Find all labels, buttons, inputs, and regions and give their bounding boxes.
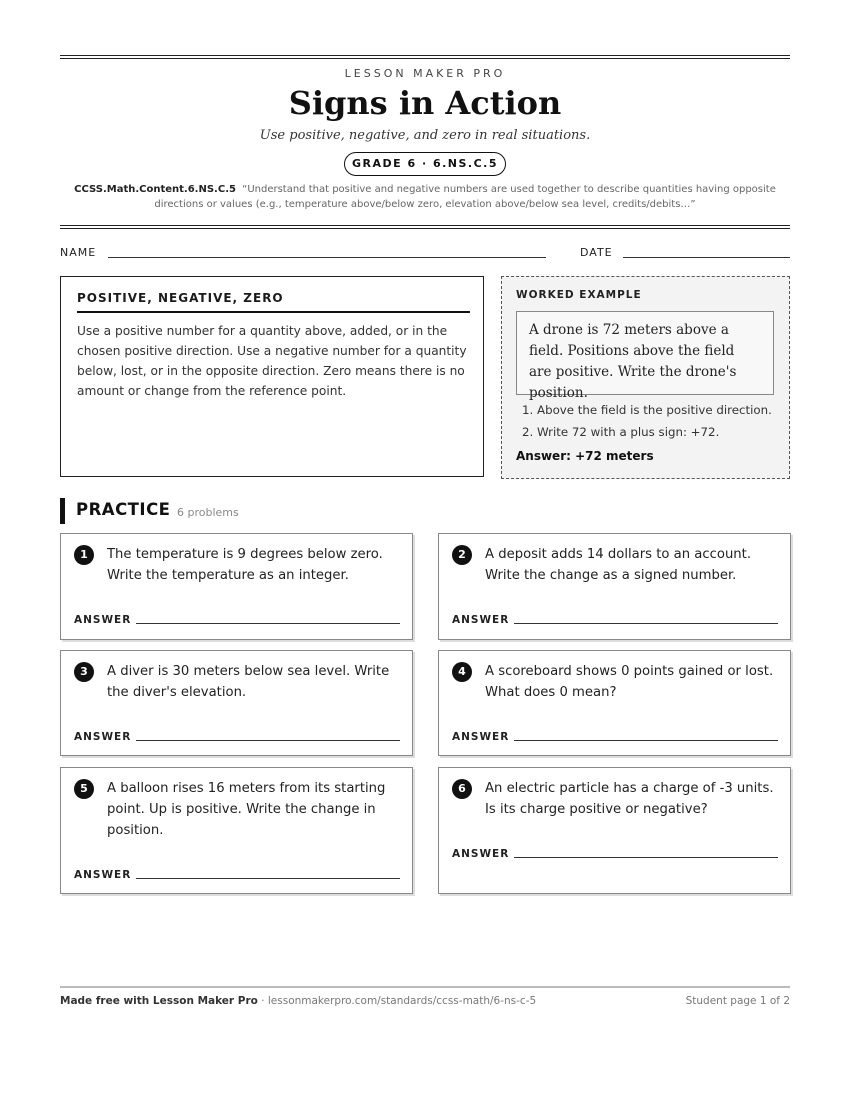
standard-description (70, 182, 780, 212)
problem-number: 3 (74, 662, 94, 682)
footer-credit (60, 995, 536, 1007)
problem-text: A deposit adds 14 dollars to an account. Write the change as a signed number. (485, 547, 752, 583)
answer-field[interactable] (136, 878, 400, 879)
answer-field[interactable] (136, 740, 400, 741)
date-label: DATE (580, 246, 613, 259)
problem-text: A diver is 30 meters below sea level. Write the diver's elevation. (107, 664, 390, 700)
answer-field[interactable] (136, 623, 400, 624)
footer-made-with: Made free with Lesson Maker Pro (60, 995, 258, 1007)
practice-count: 6 problems (177, 506, 239, 519)
standard-code: CCSS.Math.Content.6.NS.C.5 (74, 184, 236, 195)
practice-title: PRACTICE (76, 500, 171, 519)
problem-text: A balloon rises 16 meters from its starting point. Up is positive. Write the change in position. (107, 781, 386, 838)
page-title: Signs in Action (288, 84, 562, 122)
problem-card-6 (438, 767, 791, 894)
header-rule-top (60, 55, 790, 56)
worked-example-step: 1. Above the field is the positive direction. (522, 403, 772, 417)
problem-card-4 (438, 650, 791, 756)
header-rule-top-inner (60, 58, 790, 59)
problem-text: An electric particle has a charge of -3 units. Is its charge positive or negative? (485, 781, 774, 817)
standard-text: “Understand that positive and negative numbers are used together to describe quantities having opposite directions or values (e.g., temperature above/below zero, elevation above/below sea level, credits/debits…” (154, 184, 776, 210)
problem-card-2 (438, 533, 791, 640)
problem-number: 4 (452, 662, 472, 682)
answer-field[interactable] (514, 623, 778, 624)
answer-field[interactable] (514, 857, 778, 858)
answer-label: ANSWER (74, 731, 132, 743)
problem-text: The temperature is 9 degrees below zero. Write the temperature as an integer. (107, 547, 383, 583)
worked-example-problem: A drone is 72 meters above a field. Positions above the field are positive. Write the drone's position. (516, 311, 774, 395)
worked-example-answer: Answer: +72 meters (516, 449, 654, 463)
problem-text: A scoreboard shows 0 points gained or lost. What does 0 mean? (485, 664, 774, 700)
concept-title: POSITIVE, NEGATIVE, ZERO (77, 291, 470, 313)
answer-label: ANSWER (452, 731, 510, 743)
worked-example-box (501, 276, 790, 479)
name-label: NAME (60, 246, 97, 259)
brand-name: LESSON MAKER PRO (344, 67, 506, 80)
answer-field[interactable] (514, 740, 778, 741)
answer-label: ANSWER (74, 869, 132, 881)
answer-label: ANSWER (452, 848, 510, 860)
problem-card-1 (60, 533, 413, 640)
footer-rule (60, 986, 790, 988)
problem-number: 6 (452, 779, 472, 799)
worked-example-step: 2. Write 72 with a plus sign: +72. (522, 425, 720, 439)
practice-accent-bar (60, 498, 65, 524)
problem-number: 1 (74, 545, 94, 565)
grade-badge: GRADE 6 · 6.NS.C.5 (344, 152, 506, 176)
answer-label: ANSWER (74, 614, 132, 626)
problem-card-5 (60, 767, 413, 894)
concept-box (60, 276, 484, 477)
date-field[interactable] (623, 257, 790, 258)
worked-example-title: WORKED EXAMPLE (516, 289, 642, 301)
header-rule-bottom (60, 225, 790, 226)
problem-number: 5 (74, 779, 94, 799)
name-field[interactable] (108, 257, 546, 258)
header-rule-bottom-inner (60, 228, 790, 229)
problem-card-3 (60, 650, 413, 756)
answer-label: ANSWER (452, 614, 510, 626)
concept-body: Use a positive number for a quantity above, added, or in the chosen positive direction. Use a negative number for a quantity below, lost, or in the opposite direction. Zero means there is no amount or change from the reference point. (77, 324, 467, 398)
problem-number: 2 (452, 545, 472, 565)
footer-url[interactable]: · lessonmakerpro.com/standards/ccss-math/6-ns-c-5 (257, 995, 537, 1007)
page-subtitle: Use positive, negative, and zero in real situations. (259, 128, 591, 143)
footer-page-number: Student page 1 of 2 (685, 995, 790, 1007)
